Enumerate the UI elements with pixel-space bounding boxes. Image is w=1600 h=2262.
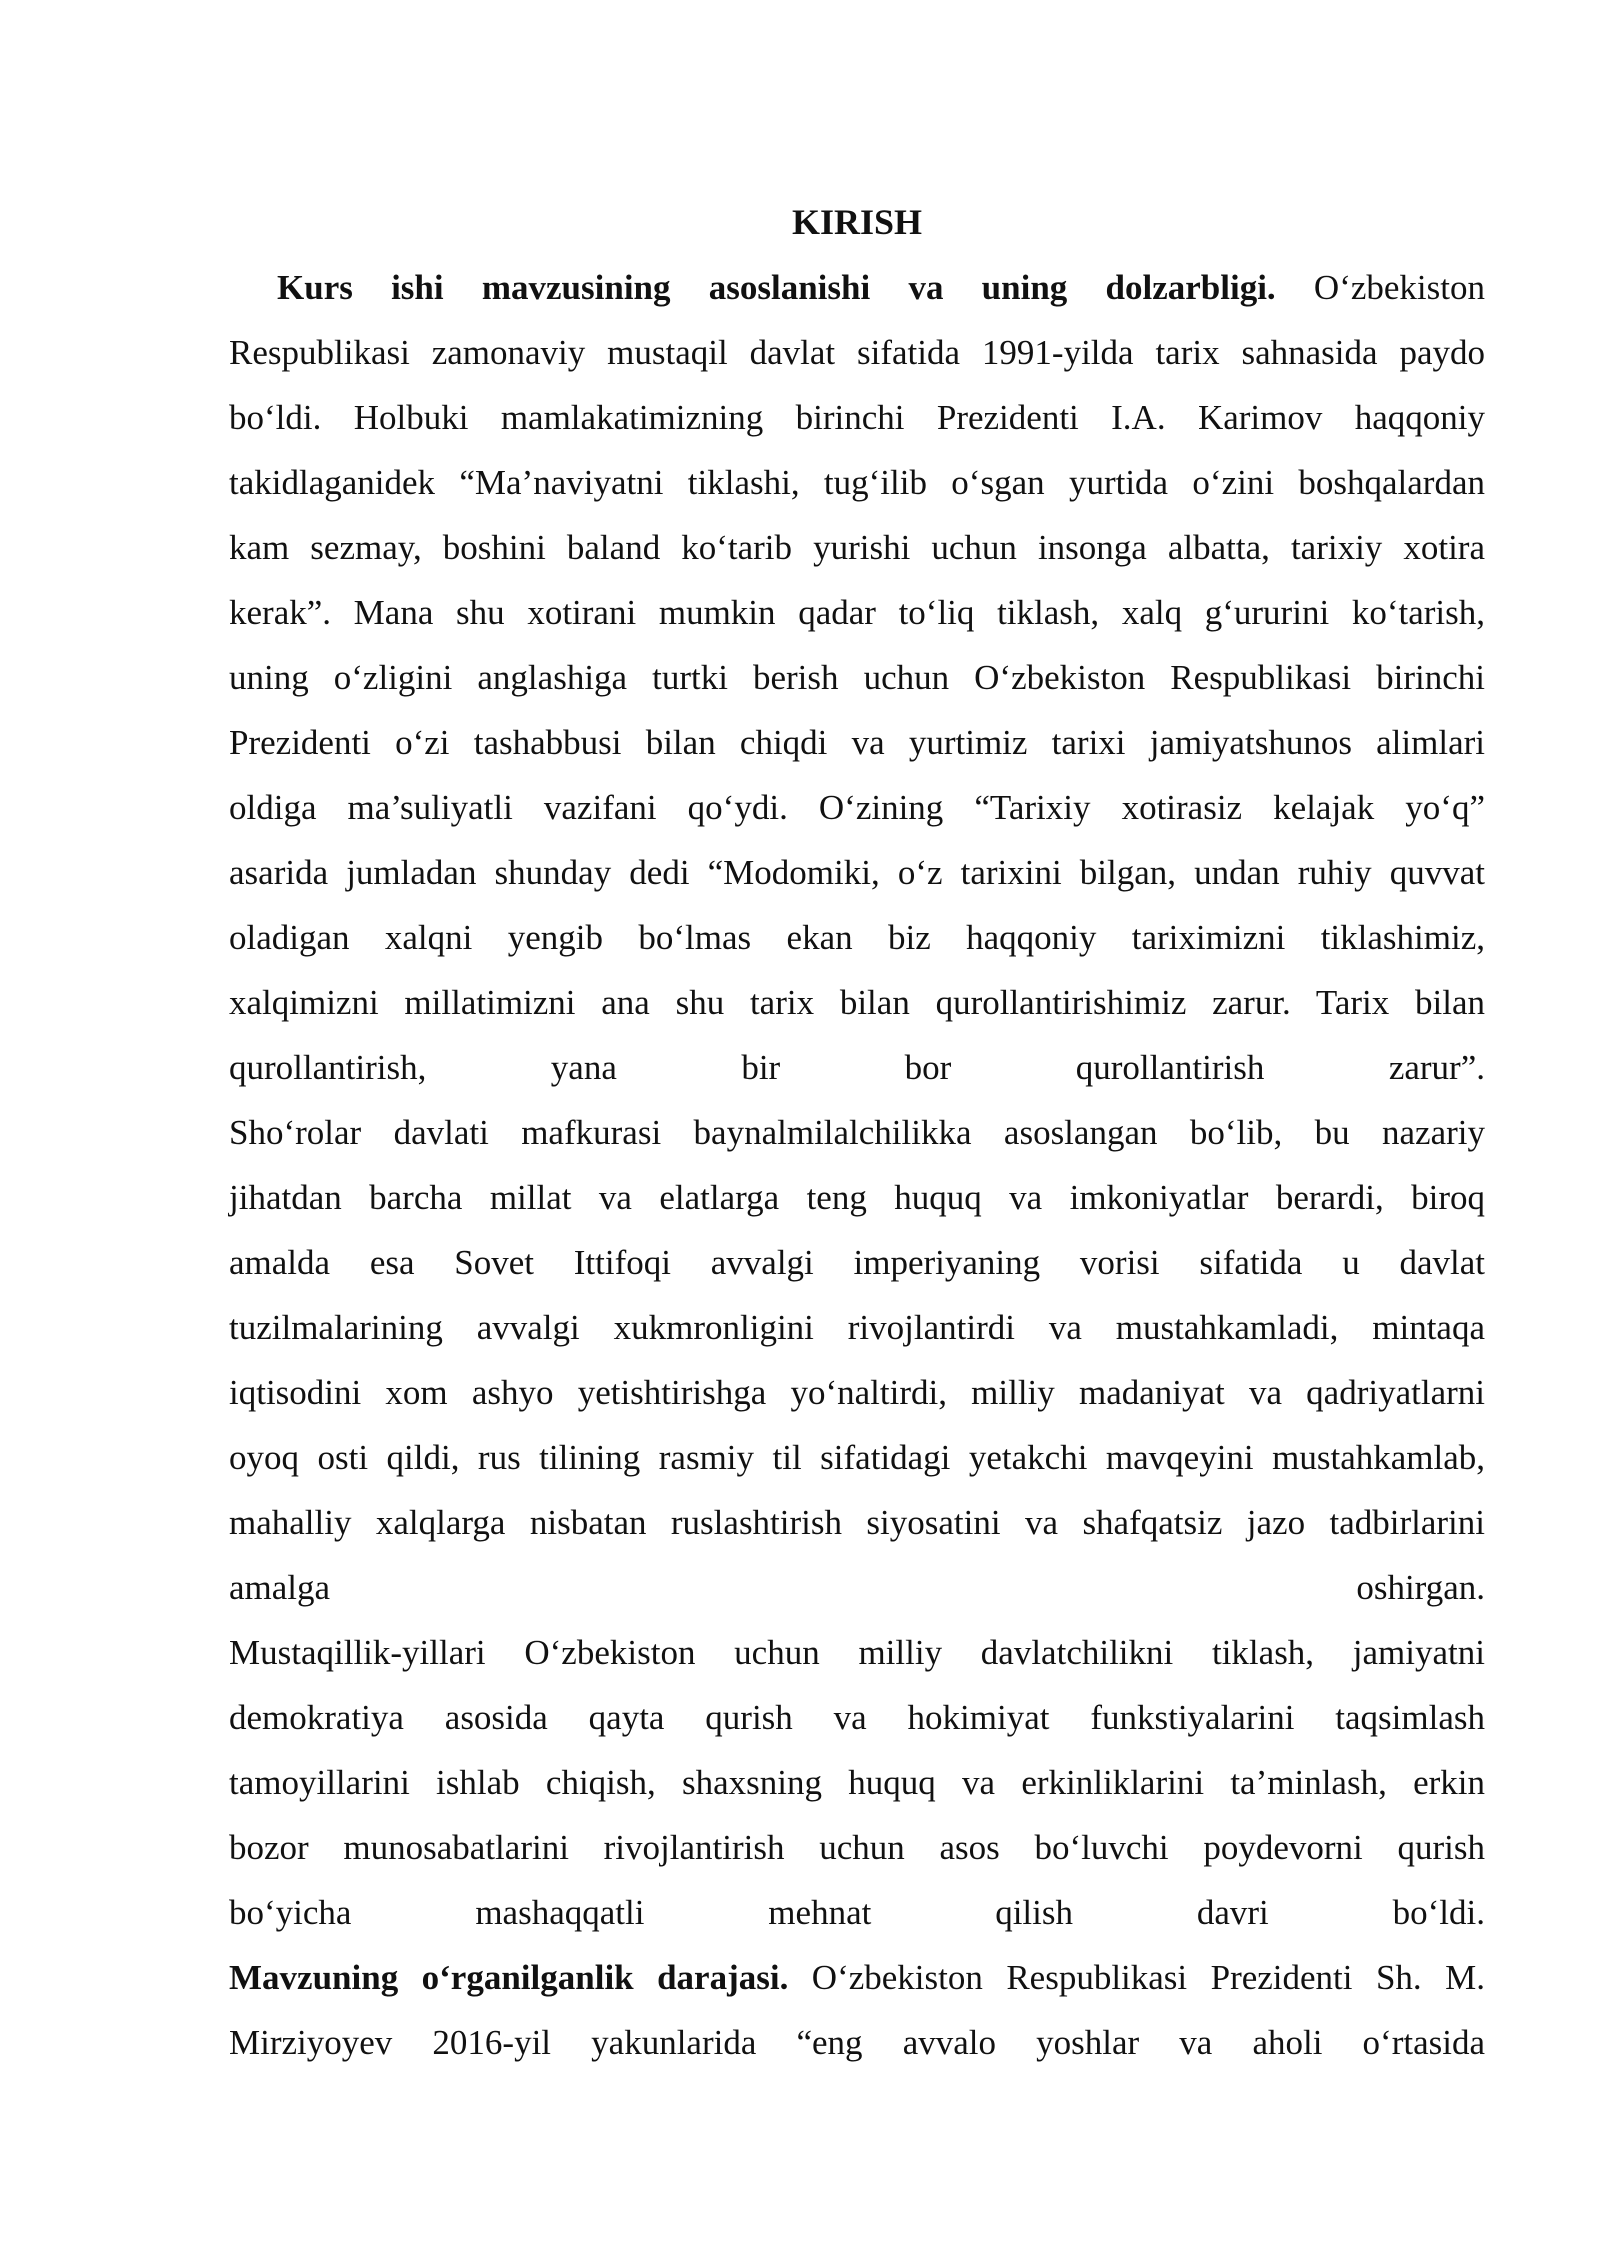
paragraph-line: oldiga ma’suliyatli vazifani qo‘ydi. O‘zining “Tarixiy xotirasiz kelajak yo‘q” [229, 788, 1485, 827]
paragraph-line [229, 1945, 1485, 2010]
paragraph-line: xalqimizni millatimizni ana shu tarix bilan qurollantirishimiz zarur. Tarix bilan [229, 983, 1485, 1022]
paragraph-line: amalga oshirgan. [229, 1568, 1485, 1607]
paragraph-line [229, 255, 1485, 320]
paragraph-line: bozor munosabatlarini rivojlantirish uchun asos bo‘luvchi poydevorni qurish [229, 1828, 1485, 1867]
paragraph-line: Prezidenti o‘zi tashabbusi bilan chiqdi va yurtimiz tarixi jamiyatshunos alimlari [229, 723, 1485, 762]
paragraph-line: Mustaqillik-yillari O‘zbekiston uchun milliy davlatchilikni tiklash, jamiyatni [229, 1633, 1485, 1672]
paragraph-line: Sho‘rolar davlati mafkurasi baynalmilalchilikka asoslangan bo‘lib, bu nazariy [229, 1113, 1485, 1152]
paragraph-line: uning o‘zligini anglashiga turtki berish uchun O‘zbekiston Respublikasi birinchi [229, 658, 1485, 697]
paragraph-line: takidlaganidek “Ma’naviyatni tiklashi, tug‘ilib o‘sgan yurtida o‘zini boshqalardan [229, 463, 1485, 502]
paragraph-line: mahalliy xalqlarga nisbatan ruslashtirish siyosatini va shafqatsiz jazo tadbirlarini [229, 1503, 1485, 1542]
paragraph-line: iqtisodini xom ashyo yetishtirishga yo‘naltirdi, milliy madaniyat va qadriyatlarni [229, 1373, 1485, 1412]
paragraph-line: Respublikasi zamonaviy mustaqil davlat sifatida 1991-yilda tarix sahnasida paydo [229, 333, 1485, 372]
paragraph-relevance [229, 255, 1485, 1100]
paragraph-line: kerak”. Mana shu xotirani mumkin qadar to‘liq tiklash, xalq g‘ururini ko‘tarish, [229, 593, 1485, 632]
paragraph-independence-years [229, 1620, 1485, 1945]
paragraph-line-text: O‘zbekiston Respublikasi Prezidenti Sh. M. [788, 1958, 1486, 1997]
paragraph-line: asarida jumladan shunday dedi “Modomiki, o‘z tarixini bilgan, undan ruhiy quvvat [229, 853, 1485, 892]
paragraph-line: qurollantirish, yana bir bor qurollantirish zarur”. [229, 1048, 1485, 1087]
paragraph-line: demokratiya asosida qayta qurish va hokimiyat funkstiyalarini taqsimlash [229, 1698, 1485, 1737]
paragraph-line: amalda esa Sovet Ittifoqi avvalgi imperiyaning vorisi sifatida u davlat [229, 1243, 1485, 1282]
paragraph-line: oyoq osti qildi, rus tilining rasmiy til sifatidagi yetakchi mavqeyini mustahkamlab, [229, 1438, 1485, 1477]
paragraph-line: bo‘ldi. Holbuki mamlakatimizning birinchi Prezidenti I.A. Karimov haqqoniy [229, 398, 1485, 437]
paragraph-line: tamoyillarini ishlab chiqish, shaxsning huquq va erkinliklarini ta’minlash, erkin [229, 1763, 1485, 1802]
paragraph-study-level [229, 1945, 1485, 2075]
paragraph-line: Mirziyoyev 2016-yil yakunlarida “eng avvalo yoshlar va aholi o‘rtasida [229, 2023, 1485, 2062]
section-lead-relevance: Kurs ishi mavzusining asoslanishi va uning dolzarbligi. [277, 268, 1276, 307]
paragraph-line-text: O‘zbekiston [1275, 268, 1485, 307]
paragraph-line: jihatdan barcha millat va elatlarga teng huquq va imkoniyatlar berardi, biroq [229, 1178, 1485, 1217]
paragraph-line: oladigan xalqni yengib bo‘lmas ekan biz haqqoniy tariximizni tiklashimiz, [229, 918, 1485, 957]
page-title: KIRISH [791, 202, 923, 242]
paragraph-line: bo‘yicha mashaqqatli mehnat qilish davri bo‘ldi. [229, 1893, 1485, 1932]
paragraph-line: tuzilmalarining avvalgi xukmronligini rivojlantirdi va mustahkamladi, mintaqa [229, 1308, 1485, 1347]
section-lead-study-level: Mavzuning o‘rganilganlik darajasi. [229, 1958, 789, 1997]
paragraph-soviet-period [229, 1100, 1485, 1620]
paragraph-line: kam sezmay, boshini baland ko‘tarib yurishi uchun insonga albatta, tarixiy xotira [229, 528, 1485, 567]
document-body [229, 190, 1485, 2075]
